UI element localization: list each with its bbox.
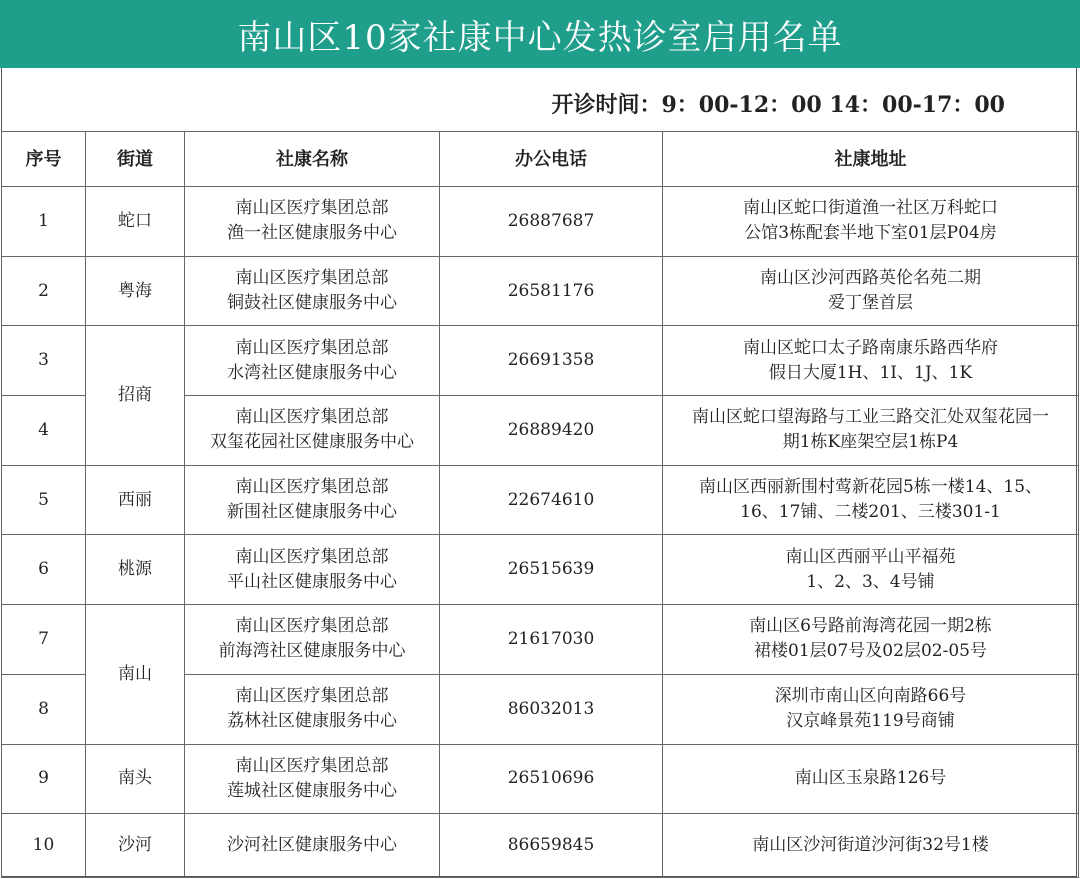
table-row: [2, 814, 1079, 878]
row-street: 南山: [86, 605, 185, 744]
row-clinic-name: [185, 605, 440, 675]
row-clinic-name: [185, 674, 440, 744]
address-line: 南山区沙河西路英伦名苑二期: [760, 268, 981, 289]
row-address: [663, 674, 1079, 744]
clinic-hours: 开诊时间：9：00-12：00 14：00-17：00: [551, 92, 1005, 118]
clinic-name-line: 荔林社区健康服务中心: [227, 711, 397, 732]
address-line: 汉京峰景苑119号商铺: [786, 711, 955, 732]
row-index: 9: [2, 744, 86, 814]
row-phone: 22674610: [440, 465, 663, 535]
row-clinic-name: [185, 814, 440, 878]
row-index: 5: [2, 465, 86, 535]
clinic-name-line: 南山区医疗集团总部: [235, 616, 389, 637]
row-street: 南头: [86, 744, 185, 814]
clinic-name-line: 平山社区健康服务中心: [227, 571, 397, 592]
column-header-index: 序号: [2, 132, 86, 187]
row-index: 1: [2, 187, 86, 257]
address-line: 南山区蛇口太子路南康乐路西华府: [743, 337, 998, 358]
clinic-name-line: 南山区医疗集团总部: [235, 546, 389, 567]
page-title: 南山区10家社康中心发热诊室启用名单: [0, 0, 1080, 68]
address-line: 期1栋K座架空层1栋P4: [782, 432, 959, 453]
row-index: 4: [2, 396, 86, 466]
row-address: [663, 187, 1079, 257]
column-header-phone: 办公电话: [440, 132, 663, 187]
table-row: [2, 744, 1079, 814]
address-line: 南山区西丽平山平福苑: [785, 546, 956, 567]
row-phone: 26581176: [440, 256, 663, 326]
column-header-street: 街道: [86, 132, 185, 187]
address-line: 南山区西丽新围村莺新花园5栋一楼14、15、: [698, 477, 1043, 498]
row-phone: 86032013: [440, 674, 663, 744]
clinic-name-line: 南山区医疗集团总部: [235, 198, 389, 219]
table-row: [2, 326, 1079, 396]
clinic-name-line: 南山区医疗集团总部: [235, 755, 389, 776]
row-clinic-name: [185, 256, 440, 326]
table-row: [2, 187, 1079, 257]
row-address: [663, 535, 1079, 605]
address-line: 16、17铺、二楼201、三楼301-1: [740, 502, 1001, 523]
address-line: 南山区蛇口望海路与工业三路交汇处双玺花园一: [692, 407, 1049, 428]
row-address: [663, 744, 1079, 814]
address-line: 深圳市南山区向南路66号: [774, 686, 967, 707]
clinic-name-line: 南山区医疗集团总部: [235, 686, 389, 707]
table-row: [2, 465, 1079, 535]
row-phone: 26510696: [440, 744, 663, 814]
row-index: 10: [2, 814, 86, 878]
row-clinic-name: [185, 187, 440, 257]
row-clinic-name: [185, 326, 440, 396]
table-row: [2, 535, 1079, 605]
address-line: 南山区蛇口街道渔一社区万科蛇口: [743, 198, 998, 219]
row-address: [663, 326, 1079, 396]
row-address: [663, 605, 1079, 675]
clinic-name-line: 南山区医疗集团总部: [235, 337, 389, 358]
clinic-table: [1, 131, 1079, 878]
clinic-name-line: 沙河社区健康服务中心: [227, 835, 397, 856]
table-row: [2, 256, 1079, 326]
address-line: 假日大厦1H、1I、1J、1K: [768, 362, 973, 383]
clinic-name-line: 水湾社区健康服务中心: [227, 362, 397, 383]
row-clinic-name: [185, 465, 440, 535]
row-phone: 26691358: [440, 326, 663, 396]
clinic-name-line: 双玺花园社区健康服务中心: [210, 432, 414, 453]
row-address: [663, 396, 1079, 466]
clinic-name-line: 新围社区健康服务中心: [227, 502, 397, 523]
clinic-name-line: 渔一社区健康服务中心: [227, 223, 397, 244]
address-line: 裙楼01层07号及02层02-05号: [754, 641, 987, 662]
address-line: 南山区玉泉路126号: [794, 768, 947, 789]
column-header-clinic-name: 社康名称: [185, 132, 440, 187]
address-line: 1、2、3、4号铺: [806, 571, 935, 592]
table-row: [2, 605, 1079, 675]
clinic-name-line: 莲城社区健康服务中心: [227, 780, 397, 801]
row-index: 2: [2, 256, 86, 326]
row-address: [663, 256, 1079, 326]
row-clinic-name: [185, 744, 440, 814]
address-line: 南山区6号路前海湾花园一期2栋: [749, 616, 992, 637]
clinic-name-line: 南山区医疗集团总部: [235, 268, 389, 289]
row-index: 7: [2, 605, 86, 675]
row-phone: 26889420: [440, 396, 663, 466]
column-header-address: 社康地址: [663, 132, 1079, 187]
clinic-name-line: 南山区医疗集团总部: [235, 407, 389, 428]
row-street: 西丽: [86, 465, 185, 535]
row-phone: 26515639: [440, 535, 663, 605]
row-index: 6: [2, 535, 86, 605]
row-phone: 26887687: [440, 187, 663, 257]
clinic-name-line: 前海湾社区健康服务中心: [218, 641, 406, 662]
row-street: 桃源: [86, 535, 185, 605]
row-index: 3: [2, 326, 86, 396]
row-index: 8: [2, 674, 86, 744]
clinic-name-line: 铜鼓社区健康服务中心: [227, 293, 397, 314]
address-line: 南山区沙河街道沙河街32号1楼: [752, 835, 989, 856]
row-clinic-name: [185, 535, 440, 605]
row-street: 蛇口: [86, 187, 185, 257]
row-phone: 86659845: [440, 814, 663, 878]
address-line: 公馆3栋配套半地下室01层P04房: [744, 223, 997, 244]
address-line: 爱丁堡首层: [828, 293, 913, 314]
row-street: 沙河: [86, 814, 185, 878]
row-street: 招商: [86, 326, 185, 465]
row-clinic-name: [185, 396, 440, 466]
row-street: 粤海: [86, 256, 185, 326]
row-phone: 21617030: [440, 605, 663, 675]
row-address: [663, 814, 1079, 878]
clinic-name-line: 南山区医疗集团总部: [235, 477, 389, 498]
row-address: [663, 465, 1079, 535]
table-header-row: [2, 132, 1079, 187]
